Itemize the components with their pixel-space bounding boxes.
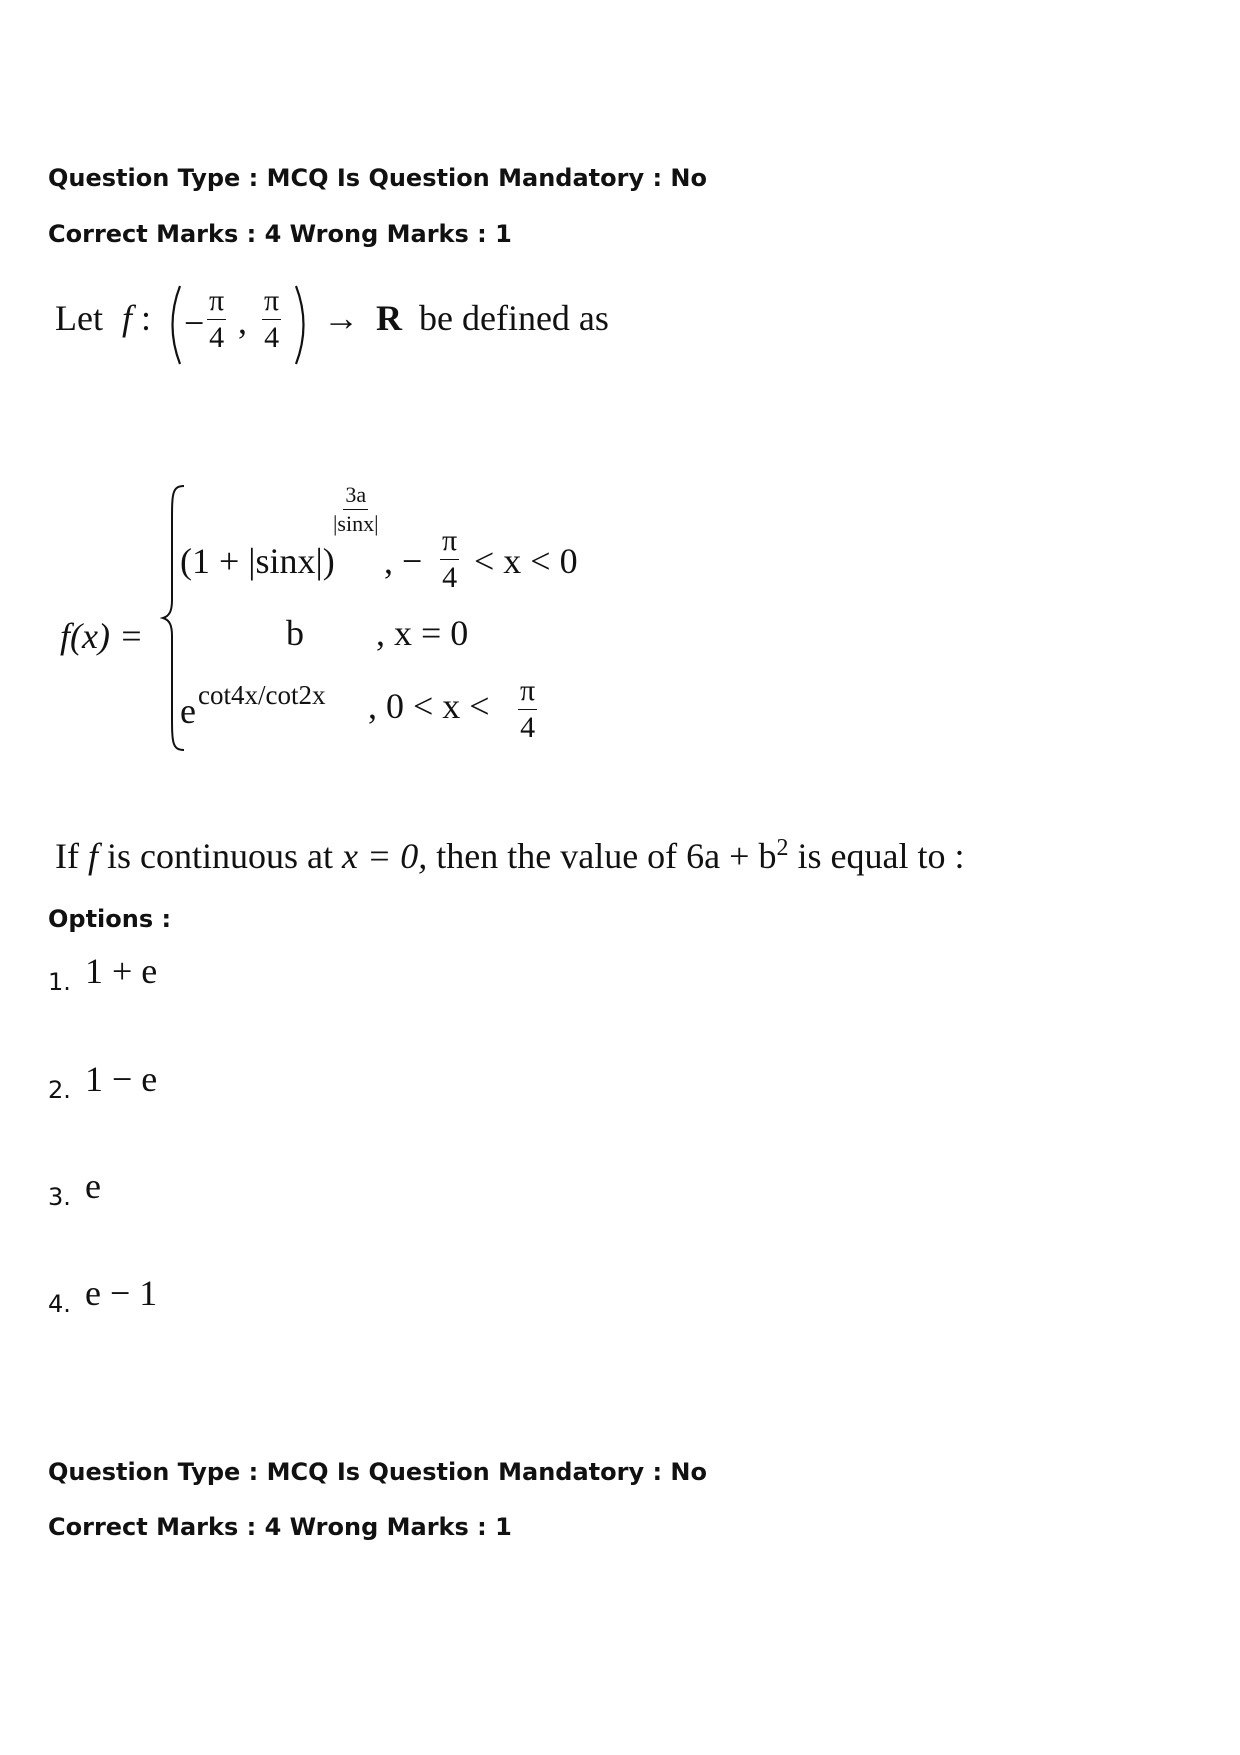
case2-expr: b [286,613,304,653]
stem-arrow: → [323,298,359,338]
stem-pi-right: π [262,286,281,320]
left-paren-icon [160,283,186,367]
option-2-value[interactable]: 1 − e [85,1059,158,1099]
right-paren-icon [290,283,316,367]
case1-exp-den: |sinx| [333,511,379,536]
case2-cond: , x = 0 [376,613,469,653]
ask-sup: 2 [776,835,789,861]
stem-reals: R [376,298,402,338]
marks-line: Correct Marks : 4 Wrong Marks : 1 [48,220,512,248]
ask-f: f [87,836,98,876]
case3-pi: π [518,676,537,710]
next-marks-line: Correct Marks : 4 Wrong Marks : 1 [48,1513,512,1541]
stem-rest [323,297,609,339]
case1-fraction [440,526,459,593]
stem-fraction-right [262,286,281,353]
stem-let: Let [55,298,103,338]
case1-four: 4 [442,561,458,594]
case1-exponent [333,484,378,535]
case3-cond-pre: , 0 < x < [368,686,490,726]
option-3-value[interactable]: e [85,1166,101,1206]
stem-pi-left: π [207,286,226,320]
stem-fraction-left [207,286,226,353]
question-ask [55,835,964,877]
option-2-number: 2. [48,1076,71,1104]
case3-fraction [518,676,537,743]
option-4-value[interactable]: e − 1 [85,1273,158,1313]
case1-pi: π [440,526,459,560]
options-label: Options : [48,905,172,933]
stem-four-left: 4 [209,321,225,354]
ask-post: then the value of 6a + b [436,836,777,876]
stem-colon: : [141,298,152,338]
question-type-line: Question Type : MCQ Is Question Mandatory : No [48,164,707,192]
stem-defined-as: be defined as [419,298,609,338]
ask-end: is equal to : [797,836,965,876]
option-1-number: 1. [48,968,71,996]
ask-x-eq: x = 0, [341,836,428,876]
next-question-type-line: Question Type : MCQ Is Question Mandatory : No [48,1458,707,1486]
stem-comma: , [238,301,247,341]
case1-cond-pre: , − [384,541,423,581]
ask-mid: is continuous at [107,836,333,876]
case1-exp-num: 3a [343,484,368,510]
case1-cond-post: < x < 0 [474,541,578,581]
case1-base: (1 + |sinx|) [180,541,335,581]
stem-minus: − [184,303,205,343]
case3-base: e [180,691,196,731]
stem-four-right: 4 [264,321,280,354]
case3-four: 4 [520,711,536,744]
case3-exponent: cot4x/cot2x [198,680,326,710]
option-4-number: 4. [48,1290,71,1318]
option-1-value[interactable]: 1 + e [85,951,158,991]
question-stem [55,297,151,339]
piecewise-lhs: f(x) = [60,616,144,656]
stem-function-f: f [121,298,132,338]
option-3-number: 3. [48,1183,71,1211]
ask-pre: If [55,836,79,876]
